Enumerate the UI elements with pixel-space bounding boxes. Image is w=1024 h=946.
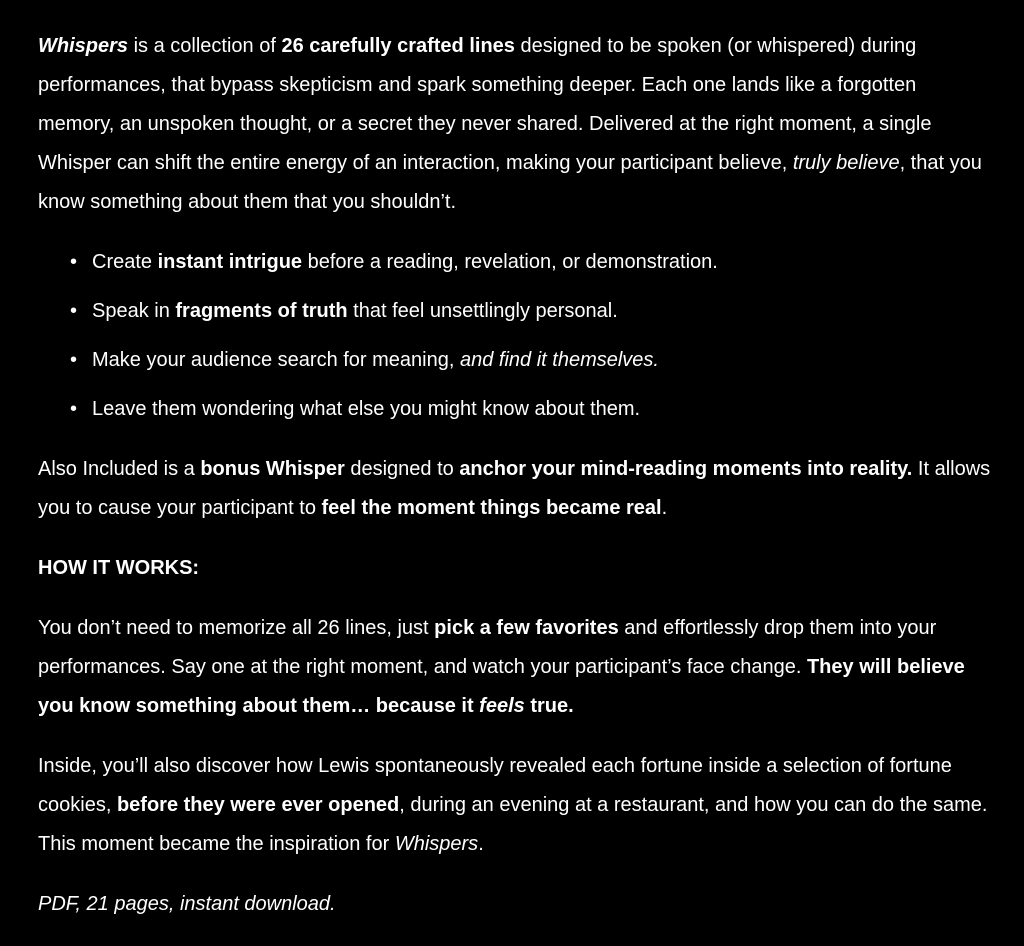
- bullet-icon: •: [70, 251, 78, 273]
- bullet-icon: •: [70, 300, 78, 322]
- intro-paragraph: Whispers is a collection of 26 carefully crafted lines designed to be spoken (or whispered) during performances, that bypass skepticism and spark something deeper. Each one lands like a forgotten memory, an unspoken thought, or a secret they never shared. Delivered at the right moment, a single Whisper can shift the entire energy of an interaction, making your participant believe, truly believe, that you know something about them that you shouldn’t.: [38, 35, 982, 213]
- list-item: • Speak in fragments of truth that feel unsettlingly personal.: [38, 292, 998, 331]
- bullet-icon: •: [70, 349, 78, 371]
- bonus-paragraph: Also Included is a bonus Whisper designed to anchor your mind-reading moments into reality. It allows you to cause your participant to feel the moment things became real.: [38, 458, 991, 519]
- how-it-works-heading: HOW IT WORKS:: [38, 557, 200, 579]
- product-title: Whispers: [38, 35, 129, 57]
- inside-paragraph: Inside, you’ll also discover how Lewis spontaneously revealed each fortune inside a selection of fortune cookies, before they were ever opened, during an evening at a restaurant, and how you can do the same. This moment became the inspiration for Whispers.: [38, 755, 988, 855]
- list-item: • Make your audience search for meaning, and find it themselves.: [38, 341, 998, 380]
- how-it-works-paragraph: You don’t need to memorize all 26 lines, just pick a few favorites and effortlessly drop them into your performances. Say one at the right moment, and watch your participant’s face change. They will believe you know something about them… because it feels true.: [38, 617, 965, 717]
- format-info: PDF, 21 pages, instant download.: [38, 893, 336, 915]
- list-item: • Leave them wondering what else you might know about them.: [38, 390, 998, 429]
- feature-list: [38, 243, 998, 429]
- bullet-icon: •: [70, 398, 78, 420]
- product-description: [38, 27, 998, 924]
- list-item: • Create instant intrigue before a reading, revelation, or demonstration.: [38, 243, 998, 282]
